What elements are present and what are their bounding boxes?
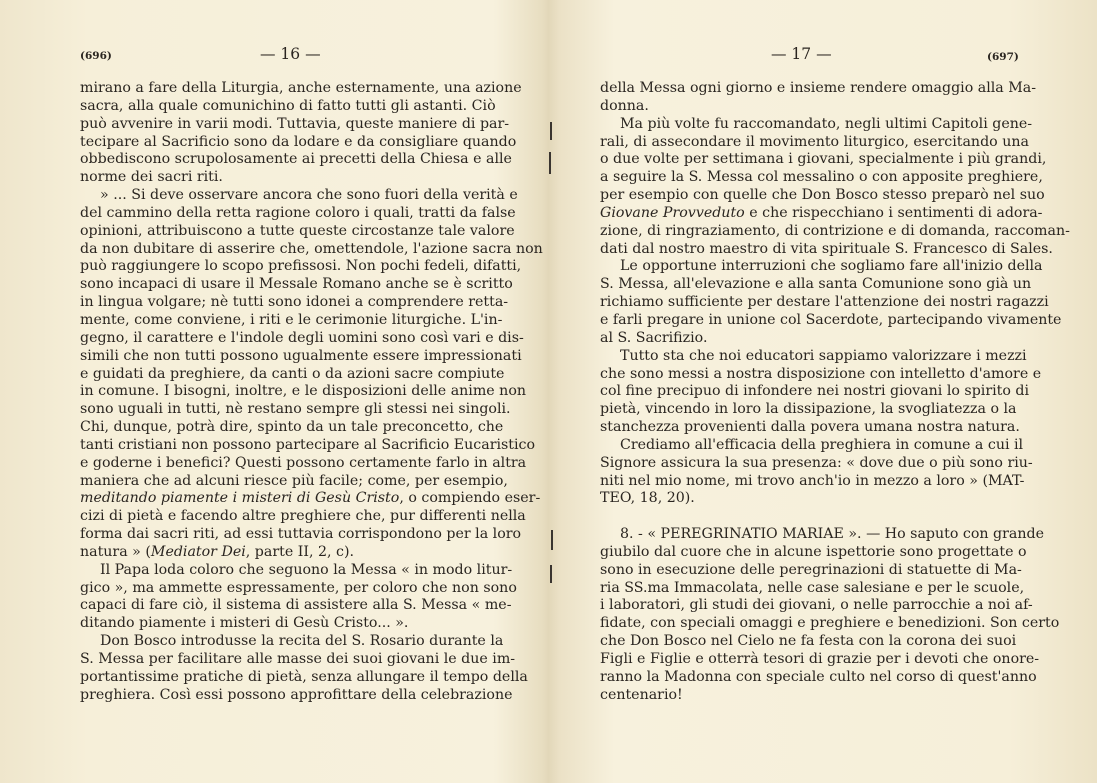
text-line: pietà, vincendo in loro la dissipazione, la svogliatezza o la <box>600 401 1017 418</box>
text-line: e goderne i benefici? Questi possono certamente farlo in altra <box>80 454 527 471</box>
text-line: maniera che ad alcuni riesce più facile; come, per esempio, <box>80 472 508 489</box>
text-line: giubilo dal cuore che in alcune ispettorie sono progettate o <box>600 543 1027 560</box>
blank-line <box>600 508 1013 526</box>
text-line: portantissime pratiche di pietà, senza allungare il tempo della <box>80 668 528 685</box>
text-line: cizi di pietà e facendo altre preghiere che, pur differenti nella <box>80 508 526 525</box>
text-line: norme dei sacri riti. <box>80 169 223 186</box>
page-body-text <box>600 80 1070 705</box>
text-line: può avvenire in varii modi. Tuttavia, queste maniere di par- <box>80 115 510 132</box>
text-line: zione, di ringraziamento, di contrizione e di domanda, raccoman- <box>600 222 1070 239</box>
text-line: i laboratori, gli studi dei giovani, o nelle parrocchie a noi af- <box>600 597 1033 614</box>
text-line: ranno la Madonna con speciale culto nel corso di quest'anno <box>600 668 1037 685</box>
text-line: S. Messa per facilitare alle masse dei suoi giovani le due im- <box>80 651 516 667</box>
text-line: meditando piamente i misteri di Gesù Cristo, o compiendo eser- <box>80 490 541 507</box>
page-number: (697) <box>987 51 1019 63</box>
text-line: » ... Si deve osservare ancora che sono fuori della verità e <box>100 187 518 204</box>
text-line: Il Papa loda coloro che seguono la Messa « in modo litur- <box>100 561 513 578</box>
text-line: e guidati da preghiere, da canti o da azioni sacre compiute <box>80 365 505 382</box>
text-line: fidate, con speciali omaggi e preghiere e benedizioni. Son certo <box>600 615 1060 632</box>
text-line: in lingua volgare; nè tutti sono idonei a comprendere retta- <box>80 294 509 311</box>
text-line: Tutto sta che noi educatori sappiamo valorizzare i mezzi <box>620 347 1027 364</box>
text-line: ria SS.ma Immacolata, nelle case salesiane e per le scuole, <box>600 579 1025 596</box>
text-line: gegno, il carattere e l'indole degli uomini sono così vari e dis- <box>80 329 524 346</box>
text-line: mente, come conviene, i riti e le cerimonie liturgiche. L'in- <box>80 311 503 328</box>
text-line: tecipare al Sacrificio sono da lodare e da consigliare quando <box>80 133 517 150</box>
left-page <box>0 0 548 783</box>
running-title: — 17 — <box>771 45 832 63</box>
text-line: Don Bosco introdusse la recita del S. Rosario durante la <box>100 633 504 650</box>
text-line: che sono messi a nostra disposizione con intelletto d'amore e <box>600 365 1042 382</box>
text-line: ditando piamente i misteri di Gesù Cristo... ». <box>80 615 409 632</box>
text-line: in comune. I bisogni, inoltre, e le disposizioni delle anime non <box>80 383 526 400</box>
text-line: TEO, 18, 20). <box>600 490 695 507</box>
text-line: sono incapaci di usare il Messale Romano anche se è scritto <box>80 276 513 293</box>
text-line: a seguire la S. Messa col messalino o con apposite preghiere, <box>600 169 1043 186</box>
text-line: sono uguali in tutti, nè restano sempre gli stessi nei singoli. <box>80 401 511 418</box>
text-line: natura » (Mediator Dei, parte II, 2, c). <box>80 543 354 560</box>
text-line: e farli pregare in unione col Sacerdote, partecipando vivamente <box>600 311 1062 328</box>
text-line: 8. - « PEREGRINATIO MARIAE ». — Ho saputo con grande <box>620 526 1044 543</box>
text-line: può raggiungere lo scopo prefissosi. Non pochi fedeli, difatti, <box>80 258 522 275</box>
text-line: S. Messa, all'elevazione e alla santa Comunione sono già un <box>600 276 1032 293</box>
page-body-text <box>80 80 543 705</box>
running-title: — 16 — <box>260 45 321 63</box>
margin-mark <box>551 530 553 550</box>
text-line: sono in esecuzione delle peregrinazioni di statuette di Ma- <box>600 561 1022 578</box>
right-page <box>549 0 1097 783</box>
text-line: Chi, dunque, potrà dire, spinto da un tale preconcetto, che <box>80 419 504 436</box>
text-line: Le opportune interruzioni che sogliamo fare all'inizio della <box>620 258 1043 275</box>
text-line: sacra, alla quale comunichino di fatto tutti gli astanti. Ciò <box>80 97 496 114</box>
text-line: rali, di assecondare il movimento liturgico, esercitando una <box>600 133 1029 150</box>
text-line: che Don Bosco nel Cielo ne fa festa con la corona dei suoi <box>600 633 1017 650</box>
text-line: Ma più volte fu raccomandato, negli ultimi Capitoli gene- <box>620 115 1033 132</box>
text-line: col fine precipuo di infondere nei nostri giovani lo spirito di <box>600 383 1030 400</box>
text-line: Signore assicura la sua presenza: « dove due o più sono riu- <box>600 454 1033 471</box>
text-line: preghiera. Così essi possono approfittare della celebrazione <box>80 686 513 703</box>
text-line: Crediamo all'efficacia della preghiera in comune a cui il <box>620 436 1024 453</box>
text-line: Figli e Figlie e otterrà tesori di grazie per i devoti che onore- <box>600 651 1040 667</box>
text-line: niti nel mio nome, mi trovo anch'io in mezzo a loro » (MAT- <box>600 472 1025 489</box>
text-line: della Messa ogni giorno e insieme rendere omaggio alla Ma- <box>600 80 1037 96</box>
text-line: simili che non tutti possono ugualmente essere impressionati <box>80 347 522 364</box>
text-line: per esempio con quelle che Don Bosco stesso preparò nel suo <box>600 187 1045 204</box>
text-line: donna. <box>600 97 649 114</box>
text-line: tanti cristiani non possono partecipare al Sacrificio Eucaristico <box>80 436 536 453</box>
text-line: stanchezza provenienti dalla povera umana nostra natura. <box>600 419 1020 436</box>
text-line: al S. Sacrifizio. <box>600 329 708 346</box>
margin-mark <box>550 122 552 140</box>
text-line: mirano a fare della Liturgia, anche esternamente, una azione <box>80 80 522 96</box>
text-line: centenario! <box>600 686 683 703</box>
text-line: dati dal nostro maestro di vita spirituale S. Francesco di Sales. <box>600 240 1053 257</box>
text-line: obbediscono scrupolosamente ai precetti della Chiesa e alle <box>80 151 512 168</box>
text-line: da non dubitare di asserire che, omettendole, l'azione sacra non <box>80 240 543 257</box>
text-line: Giovane Provveduto e che rispecchiano i sentimenti di adora- <box>600 204 1043 221</box>
text-line: richiamo sufficiente per destare l'attenzione dei nostri ragazzi <box>600 294 1049 311</box>
margin-mark <box>550 565 552 583</box>
page-number: (696) <box>80 50 112 62</box>
text-line: del cammino della retta ragione coloro i quali, tratti da false <box>80 204 516 221</box>
text-line: gico », ma ammette espressamente, per coloro che non sono <box>80 579 517 596</box>
text-line: forma dai sacri riti, ad essi tuttavia corrispondono per la loro <box>80 526 522 543</box>
text-line: o due volte per settimana i giovani, specialmente i più grandi, <box>600 151 1047 168</box>
text-line: opinioni, attribuiscono a tutte queste circostanze tale valore <box>80 222 515 239</box>
text-line: capaci di fare ciò, il sistema di assistere alla S. Messa « me- <box>80 597 512 614</box>
margin-mark <box>549 152 551 174</box>
